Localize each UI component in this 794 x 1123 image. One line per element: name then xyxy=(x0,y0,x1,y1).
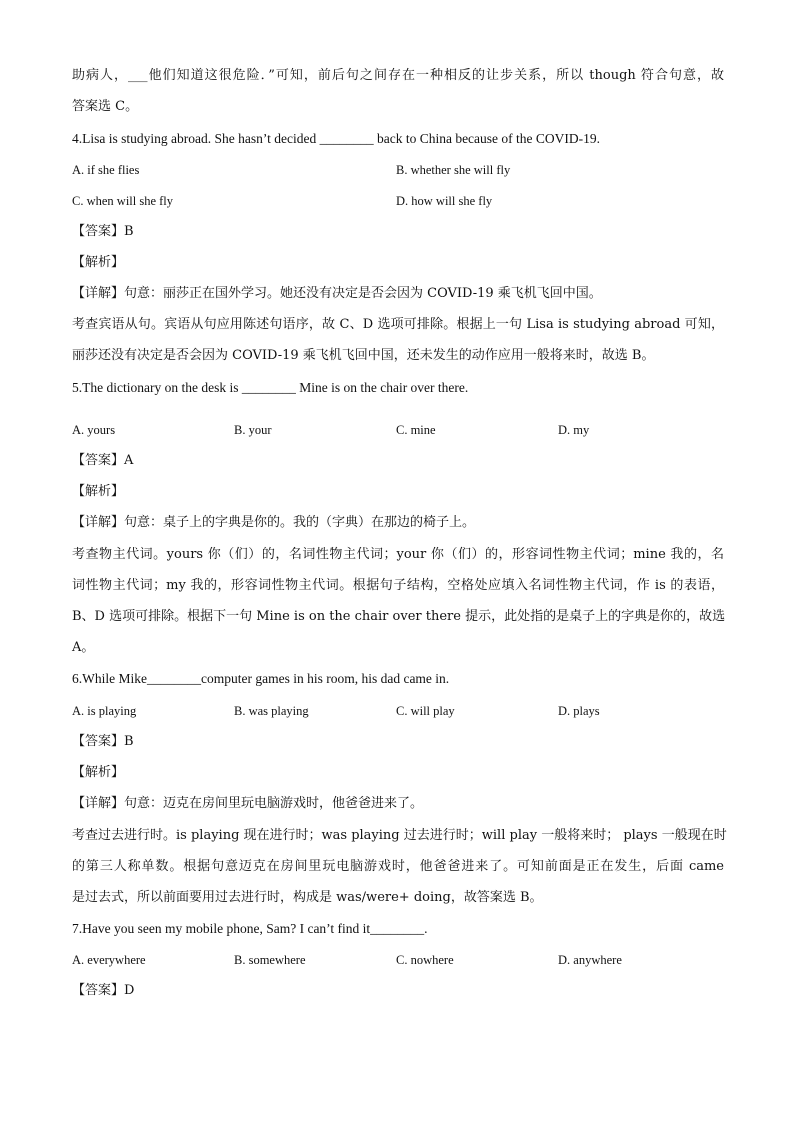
question-5: 5.The dictionary on the desk is ________ Mine is on the chair over there. xyxy=(72,380,469,395)
analysis-label: 【解析】 xyxy=(72,255,125,270)
question-6: 6.While Mike________computer games in his room, his dad came in. xyxy=(72,671,450,686)
q7-option-c: C. nowhere xyxy=(396,953,454,967)
q5-option-d: D. my xyxy=(558,423,590,437)
q6-option-d: D. plays xyxy=(558,704,600,718)
paragraph-line: 答案选 C。 xyxy=(72,99,139,114)
q4-option-b: B. whether she will fly xyxy=(396,163,511,177)
answer-label: 【答案】D xyxy=(72,983,135,998)
analysis-label: 【解析】 xyxy=(72,765,125,780)
paragraph-line: 助病人，___他们知道这很危险．”可知，前后句之间存在一种相反的让步关系，所以 though 符合句意，故 xyxy=(72,68,724,83)
explanation-line: 考查物主代词。yours 你（们）的，名词性物主代词；your 你（们）的，形容词性物主代词；mine 我的，名 xyxy=(72,547,724,562)
analysis-label: 【解析】 xyxy=(72,484,125,499)
q7-option-d: D. anywhere xyxy=(558,953,622,967)
explanation-line: 考查过去进行时。is playing 现在进行时；was playing 过去进行时；will play 一般将来时； plays 一般现在时 xyxy=(72,828,727,843)
explanation-line: 【详解】句意：丽莎正在国外学习。她还没有决定是否会因为 COVID-19 乘飞机飞回中国。 xyxy=(72,286,602,301)
answer-label: 【答案】A xyxy=(72,453,134,468)
q4-option-d: D. how will she fly xyxy=(396,194,493,208)
explanation-line: 丽莎还没有决定是否会因为 COVID-19 乘飞机飞回中国，还未发生的动作应用一般将来时，故选 B。 xyxy=(72,348,655,363)
explanation-line: 【详解】句意：迈克在房间里玩电脑游戏时，他爸爸进来了。 xyxy=(72,796,424,811)
question-4: 4.Lisa is studying abroad. She hasn’t decided ________ back to China because of the COVID-19. xyxy=(72,131,601,146)
explanation-line: B、D 选项可排除。根据下一句 Mine is on the chair over there 提示，此处指的是桌子上的字典是你的，故选 xyxy=(72,609,726,624)
explanation-line: 的第三人称单数。根据句意迈克在房间里玩电脑游戏时，他爸爸进来了。可知前面是正在发生，后面 came xyxy=(72,859,724,874)
explanation-line: 【详解】句意：桌子上的字典是你的。我的（字典）在那边的椅子上。 xyxy=(72,515,476,530)
q7-option-b: B. somewhere xyxy=(234,953,306,967)
q4-option-a: A. if she flies xyxy=(72,163,140,177)
q6-option-a: A. is playing xyxy=(72,704,137,718)
answer-label: 【答案】B xyxy=(72,734,134,749)
answer-label: 【答案】B xyxy=(72,224,134,239)
q5-option-c: C. mine xyxy=(396,423,436,437)
q7-option-a: A. everywhere xyxy=(72,953,146,967)
explanation-line: 词性物主代词；my 我的，形容词性物主代词。根据句子结构，空格处应填入名词性物主代词，作 is 的表语， xyxy=(72,578,724,593)
question-7: 7.Have you seen my mobile phone, Sam? I can’t find it________. xyxy=(72,921,428,936)
q6-option-c: C. will play xyxy=(396,704,455,718)
q5-option-b: B. your xyxy=(234,423,272,437)
q4-option-c: C. when will she fly xyxy=(72,194,174,208)
explanation-line: 考查宾语从句。宾语从句应用陈述句语序，故 C、D 选项可排除。根据上一句 Lisa is studying abroad 可知， xyxy=(72,317,724,332)
q5-option-a: A. yours xyxy=(72,423,116,437)
explanation-line: 是过去式，所以前面要用过去进行时，构成是 was/were+ doing，故答案选 B。 xyxy=(72,890,543,905)
q6-option-b: B. was playing xyxy=(234,704,309,718)
explanation-line: A。 xyxy=(72,640,95,655)
